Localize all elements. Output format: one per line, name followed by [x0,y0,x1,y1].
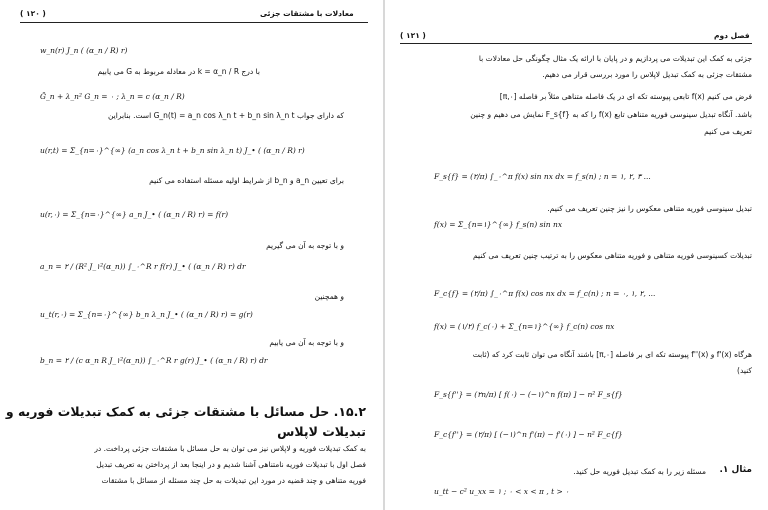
paragraph-line: هرگاه f'(x) و f''(x) پیوسته تکه ای بر فاصله [۰,π] باشند آنگاه می توان ثابت کرد که (ثابت [472,350,752,359]
section-heading-continued: تبدیلات لاپلاس [277,424,366,439]
section-heading: ۱۵.۲. حل مسائل با مشتقات جزئی به کمک تبدیلات فوریه و [5,404,366,419]
text-line: و با توجه به آن می یابیم [269,338,344,347]
text-line: و همچنین [314,292,344,301]
right-page [384,0,768,510]
header-rule [400,43,752,44]
text-line: تبدیلات کسینوسی فوریه متناهی و فوریه متناهی معکوس را به ترتیب چنین تعریف می کنیم [472,251,752,260]
equation: F_c{f''} = (۲/π) [ (−۱)^n f'(π) − f'(۰) ] − n² F_c{f} [434,430,623,439]
equation: u_tt − c² u_xx = ۱ ; ۰ < x < π , t > ۰ [434,487,570,496]
equation: F_s{f} = (۲/π) ∫_۰^π f(x) sin nx dx = f_s(n) ; n = ۱, ۲, ۳ ... [434,172,651,181]
equation: f(x) = (۱/۲) f_c(۰) + Σ_{n=۱}^{∞} f_c(n) cos nx [434,322,615,331]
equation: a_n = ۲ / (R² J_۱²(α_n)) ∫_۰^R r f(r) J_• ( (α_n / R) r) dr [40,262,246,271]
equation: G̈_n + λ_n² G_n = ۰ ; λ_n = c (α_n / R) [40,92,185,101]
text-line: با درج k = α_n / R در معادله مربوط به G می یابیم [97,67,260,76]
paragraph-line: مشتقات جزئی به کمک تبدیل لاپلاس را مورد بررسی قرار می دهیم. [542,70,752,79]
left-page-number: ( ۱۲۰ ) [20,9,46,18]
equation: f(x) = Σ_{n=۱}^{∞} f_s(n) sin nx [434,220,563,229]
right-header-title: فصل دوم [714,31,750,40]
equation: w_n(r) J_n ( (α_n / R) r) [40,46,128,55]
text-line: و با توجه به آن می گیریم [266,241,344,250]
paragraph-line: فرض می کنیم f(x) تابعی پیوسته تکه ای در یک فاصله متناهی مثلاً بر فاصله [۰,π] [499,92,752,101]
right-page-number: ( ۱۲۱ ) [400,31,426,40]
paragraph-line: کنید) [737,366,752,375]
example-label: مثال ۱. [719,465,752,475]
paragraph-line: فصل اول با تبدیلات فوریه نامتناهی آشنا شدیم و در اینجا بعد از پرداختن به تعریف تبدیل [96,460,366,469]
paragraph-line: فوریه متناهی و چند قضیه در مورد این تبدیلات به حل چند مسئله از مسائل با مشتقات [101,476,366,485]
left-header-title: معادلات با مشتقات جزئی [260,9,354,18]
equation: u(r,t) = Σ_{n=۰}^{∞} (a_n cos λ_n t + b_n sin λ_n t) J_• ( (α_n / R) r) [40,146,305,155]
example-text: مسئله زیر را به کمک تبدیل فوریه حل کنید. [573,467,706,476]
paragraph-line: باشد. آنگاه تبدیل سینوسی فوریه متناهی تابع f(x) را که به F_s{f} نمایش می دهیم و چنین [470,110,752,119]
equation: u(r,۰) = Σ_{n=۰}^{∞} a_n J_• ( (α_n / R) r) = f(r) [40,210,229,219]
paragraph-line: به کمک تبدیلات فوریه و لاپلاس نیز می توان به حل مسائل با مشتقات جزئی پرداخت. در [94,444,366,453]
header-rule [20,22,368,23]
paragraph-line: جزئی به کمک این تبدیلات می پردازیم و در پایان با ارائه یک مثال چگونگی حل معادلات با [478,54,752,63]
text-line: که دارای جواب G_n(t) = a_n cos λ_n t + b_n sin λ_n t است. بنابراین [107,111,344,120]
text-line: برای تعیین a_n و b_n از شرایط اولیه مسئله استفاده می کنیم [149,176,344,185]
equation: F_c{f} = (۲/π) ∫_۰^π f(x) cos nx dx = f_c(n) ; n = ۰, ۱, ۲, ... [434,289,656,298]
equation: F_s{f''} = (۲n/π) [ f(۰) − (−۱)^n f(π) ] − n² F_s{f} [434,390,623,399]
equation: u_t(r,۰) = Σ_{n=۰}^{∞} b_n λ_n J_• ( (α_n / R) r) = g(r) [40,310,253,319]
paragraph-line: تعریف می کنیم [704,127,752,136]
equation: b_n = ۲ / (c α_n R J_۱²(α_n)) ∫_۰^R r g(r) J_• ( (α_n / R) r) dr [40,356,268,365]
text-line: تبدیل سینوسی فوریه متناهی معکوس را نیز چنین تعریف می کنیم. [547,204,752,213]
